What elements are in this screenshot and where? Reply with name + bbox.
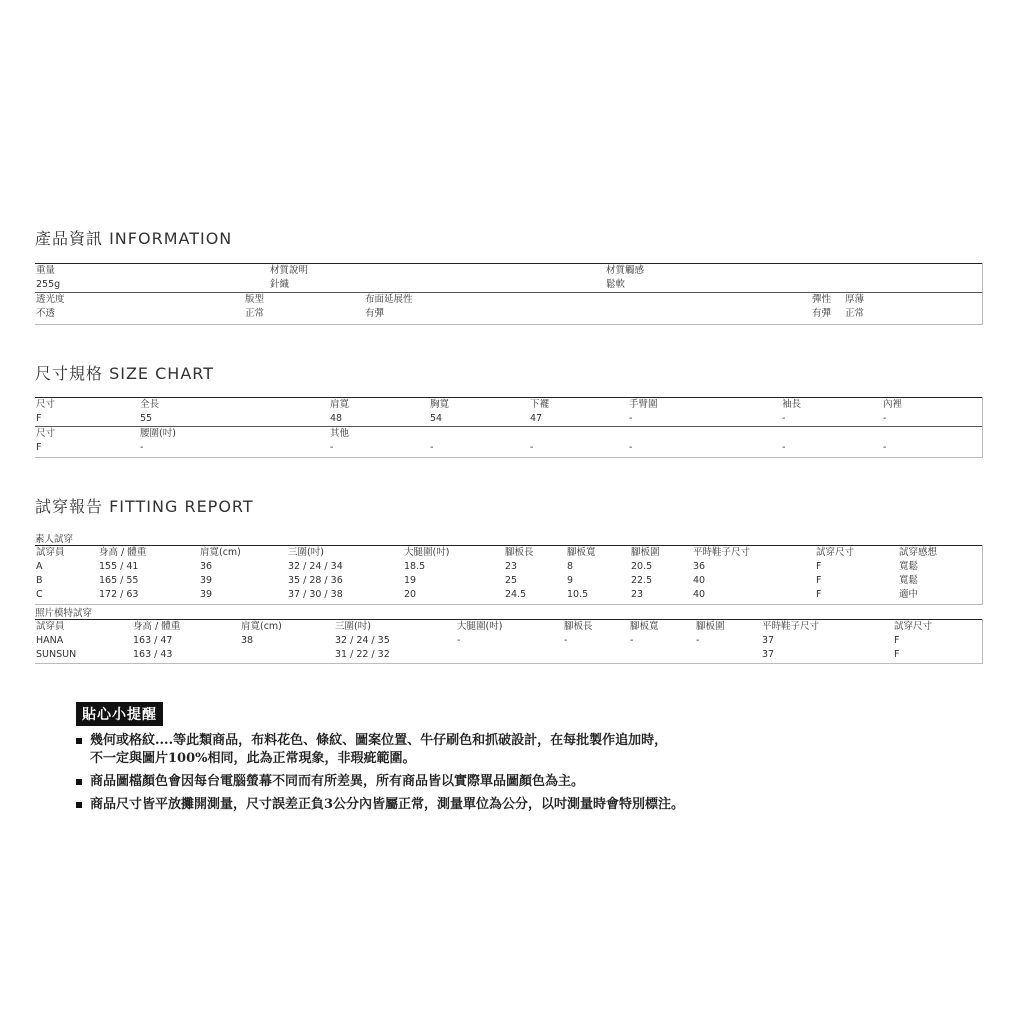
size-header-cell: 手臂圍 bbox=[628, 398, 781, 413]
amateur-header-cell: 腳板圍 bbox=[630, 546, 692, 561]
info-opacity-value: 不透 bbox=[36, 308, 56, 319]
info-texture-label: 材質觸感 bbox=[600, 264, 983, 279]
model-cell: 38 bbox=[241, 635, 254, 646]
model-cell bbox=[456, 648, 563, 662]
size-value-cell: 55 bbox=[140, 413, 153, 424]
amateur-cell: 8 bbox=[567, 561, 574, 572]
model-header-cell: 三圍(吋) bbox=[334, 620, 456, 635]
amateur-header-cell: 試穿尺寸 bbox=[815, 546, 898, 561]
amateur-cell: 172 / 63 bbox=[99, 589, 139, 600]
size-header-cell: 尺寸 bbox=[35, 427, 139, 442]
amateur-header-cell: 肩寬(cm) bbox=[199, 546, 287, 561]
amateur-fitting-table bbox=[35, 545, 983, 602]
info-thickness-label: 厚薄 bbox=[844, 293, 983, 308]
model-header-cell: 腳板長 bbox=[563, 620, 629, 635]
model-header-row bbox=[35, 620, 983, 635]
model-cell: SUNSUN bbox=[36, 649, 77, 660]
amateur-header-cell: 三圍(吋) bbox=[287, 546, 403, 561]
size-value-cell: - bbox=[883, 413, 887, 424]
size-header-cell: 內裡 bbox=[882, 398, 983, 413]
info-texture-value: 鬆軟 bbox=[606, 279, 626, 290]
table-row bbox=[35, 648, 983, 662]
model-fitting-label: 照片模特試穿 bbox=[35, 608, 93, 619]
size-row2-headers bbox=[35, 427, 983, 442]
model-header-cell: 試穿尺寸 bbox=[893, 620, 983, 635]
size-header-cell: 全長 bbox=[139, 398, 329, 413]
model-cell: 163 / 43 bbox=[133, 649, 173, 660]
amateur-cell: B bbox=[36, 575, 43, 586]
size-header-cell: 其他 bbox=[329, 427, 429, 442]
list-item bbox=[76, 732, 976, 768]
model-cell: F bbox=[894, 649, 900, 660]
size-header-cell: 袖長 bbox=[781, 398, 882, 413]
model-cell bbox=[629, 648, 695, 662]
fitting-report-title: 試穿報告 FITTING REPORT bbox=[35, 497, 254, 516]
information-title: 產品資訊 INFORMATION bbox=[35, 229, 233, 248]
information-table bbox=[35, 263, 983, 321]
amateur-header-cell: 試穿員 bbox=[35, 546, 98, 561]
size-value-cell: F bbox=[36, 413, 42, 424]
amateur-header-cell: 平時鞋子尺寸 bbox=[692, 546, 815, 561]
model-cell: 32 / 24 / 35 bbox=[335, 635, 390, 646]
size-value-cell: 48 bbox=[330, 413, 343, 424]
table-row bbox=[35, 560, 983, 574]
info-elasticity-value: 有彈 bbox=[812, 308, 832, 319]
size-header-cell: 胸寬 bbox=[429, 398, 529, 413]
amateur-header-cell: 大腿圍(吋) bbox=[403, 546, 504, 561]
amateur-cell: 155 / 41 bbox=[99, 561, 139, 572]
model-cell: 37 bbox=[762, 635, 775, 646]
amateur-cell: 20.5 bbox=[631, 561, 653, 572]
amateur-cell: 40 bbox=[693, 589, 706, 600]
info-material-label: 材質說明 bbox=[244, 264, 600, 279]
information-row1-values bbox=[35, 278, 983, 293]
notice-line: 商品尺寸皆平放攤開測量，尺寸誤差正負3公分內皆屬正常，測量單位為公分，以吋測量時會特別標注。 bbox=[90, 797, 685, 812]
amateur-header-cell: 腳板寬 bbox=[566, 546, 630, 561]
size-header-cell bbox=[529, 427, 628, 442]
amateur-header-cell: 腳板長 bbox=[504, 546, 566, 561]
amateur-cell: A bbox=[36, 561, 43, 572]
size-value-cell: - bbox=[530, 442, 534, 453]
size-header-cell: 下襬 bbox=[529, 398, 628, 413]
model-cell: 37 bbox=[762, 649, 775, 660]
size-row1-values bbox=[35, 412, 983, 427]
size-chart-table bbox=[35, 397, 983, 455]
information-row2-headers bbox=[35, 293, 983, 308]
size-chart-title: 尺寸規格 SIZE CHART bbox=[35, 364, 214, 383]
list-item bbox=[76, 796, 976, 814]
amateur-header-cell: 試穿感想 bbox=[898, 546, 983, 561]
amateur-cell: 36 bbox=[693, 561, 706, 572]
model-header-cell: 肩寬(cm) bbox=[240, 620, 334, 635]
model-header-cell: 腳板圍 bbox=[695, 620, 761, 635]
model-header-cell: 試穿員 bbox=[35, 620, 132, 635]
size-value-cell: - bbox=[330, 442, 334, 453]
size-value-cell: - bbox=[629, 413, 633, 424]
bullet-square-icon bbox=[76, 779, 82, 785]
amateur-cell: 32 / 24 / 34 bbox=[288, 561, 343, 572]
size-value-cell: - bbox=[782, 413, 786, 424]
table-row bbox=[35, 634, 983, 648]
model-cell: - bbox=[457, 635, 461, 646]
notice-line: 不一定與圖片100%相同，此為正常現象，非瑕疵範圍。 bbox=[90, 751, 416, 766]
model-header-cell: 大腿圍(吋) bbox=[456, 620, 563, 635]
amateur-cell: 35 / 28 / 36 bbox=[288, 575, 343, 586]
size-value-cell: - bbox=[883, 442, 887, 453]
model-cell: - bbox=[630, 635, 634, 646]
model-fitting-table bbox=[35, 619, 983, 662]
size-value-cell: - bbox=[782, 442, 786, 453]
table-row bbox=[35, 574, 983, 588]
amateur-cell: 36 bbox=[200, 561, 213, 572]
size-header-cell: 肩寬 bbox=[329, 398, 429, 413]
model-cell: HANA bbox=[36, 635, 64, 646]
model-header-cell: 腳板寬 bbox=[629, 620, 695, 635]
notice-line: 商品圖檔顏色會因每台電腦螢幕不同而有所差異，所有商品皆以實際單品圖顏色為主。 bbox=[90, 774, 585, 789]
size-value-cell: 47 bbox=[530, 413, 543, 424]
model-header-cell: 平時鞋子尺寸 bbox=[761, 620, 893, 635]
notice-line: 幾何或格紋....等此類商品，布料花色、條紋、圖案位置、牛仔刷色和抓破設計，在每批製作追加時， bbox=[90, 733, 668, 748]
model-header-cell: 身高 / 體重 bbox=[132, 620, 240, 635]
size-value-cell: - bbox=[140, 442, 144, 453]
info-stretch-value: 有彈 bbox=[365, 308, 385, 319]
amateur-cell: 24.5 bbox=[505, 589, 527, 600]
model-cell bbox=[695, 648, 761, 662]
info-material-value: 針織 bbox=[270, 279, 290, 290]
model-cell: 31 / 22 / 32 bbox=[335, 649, 390, 660]
amateur-cell: 22.5 bbox=[631, 575, 653, 586]
size-value-cell: 54 bbox=[430, 413, 443, 424]
notice-title: 貼心小提醒 bbox=[76, 702, 163, 726]
size-value-cell: - bbox=[629, 442, 633, 453]
amateur-cell: F bbox=[816, 561, 822, 572]
amateur-header-cell: 身高 / 體重 bbox=[98, 546, 199, 561]
amateur-cell: 39 bbox=[200, 575, 213, 586]
amateur-cell: 18.5 bbox=[404, 561, 426, 572]
size-value-cell: F bbox=[36, 442, 42, 453]
list-item bbox=[76, 773, 976, 791]
size-header-cell bbox=[882, 427, 983, 442]
bullet-square-icon bbox=[76, 802, 82, 808]
amateur-cell: 10.5 bbox=[567, 589, 589, 600]
amateur-fitting-label: 素人試穿 bbox=[35, 534, 74, 545]
notice-list bbox=[76, 732, 976, 819]
model-cell: - bbox=[696, 635, 700, 646]
amateur-cell: F bbox=[816, 589, 822, 600]
amateur-cell: F bbox=[816, 575, 822, 586]
model-cell: F bbox=[894, 635, 900, 646]
size-header-cell bbox=[429, 427, 529, 442]
amateur-cell: 適中 bbox=[899, 589, 919, 600]
information-row2-values bbox=[35, 307, 983, 321]
amateur-cell: 寬鬆 bbox=[899, 561, 919, 572]
info-thickness-value: 正常 bbox=[845, 308, 865, 319]
model-cell bbox=[240, 648, 334, 662]
info-elasticity-label: 彈性 bbox=[710, 293, 844, 308]
amateur-header-row bbox=[35, 546, 983, 561]
model-cell: - bbox=[564, 635, 568, 646]
info-fit-value: 正常 bbox=[245, 308, 265, 319]
size-header-cell bbox=[781, 427, 882, 442]
amateur-cell: 9 bbox=[567, 575, 574, 586]
amateur-cell: 寬鬆 bbox=[899, 575, 919, 586]
table-row bbox=[35, 588, 983, 602]
amateur-cell: 165 / 55 bbox=[99, 575, 139, 586]
info-stretch-label: 布面延展性 bbox=[364, 293, 710, 308]
info-weight-label: 重量 bbox=[35, 264, 244, 279]
amateur-cell: 39 bbox=[200, 589, 213, 600]
amateur-cell: 40 bbox=[693, 575, 706, 586]
size-header-cell: 腰圍(吋) bbox=[139, 427, 329, 442]
amateur-cell: 20 bbox=[404, 589, 417, 600]
model-cell: 163 / 47 bbox=[133, 635, 173, 646]
info-fit-label: 版型 bbox=[244, 293, 364, 308]
size-header-cell: 尺寸 bbox=[35, 398, 139, 413]
amateur-cell: 23 bbox=[505, 561, 518, 572]
amateur-cell: C bbox=[36, 589, 43, 600]
info-opacity-label: 透光度 bbox=[35, 293, 244, 308]
amateur-cell: 25 bbox=[505, 575, 518, 586]
info-weight-value: 255g bbox=[36, 279, 61, 290]
bullet-square-icon bbox=[76, 738, 82, 744]
model-cell bbox=[563, 648, 629, 662]
information-row1-headers bbox=[35, 264, 983, 279]
size-row2-values bbox=[35, 441, 983, 455]
size-header-cell bbox=[628, 427, 781, 442]
amateur-cell: 19 bbox=[404, 575, 417, 586]
size-value-cell: - bbox=[430, 442, 434, 453]
amateur-cell: 37 / 30 / 38 bbox=[288, 589, 343, 600]
size-row1-headers bbox=[35, 398, 983, 413]
amateur-cell: 23 bbox=[631, 589, 644, 600]
